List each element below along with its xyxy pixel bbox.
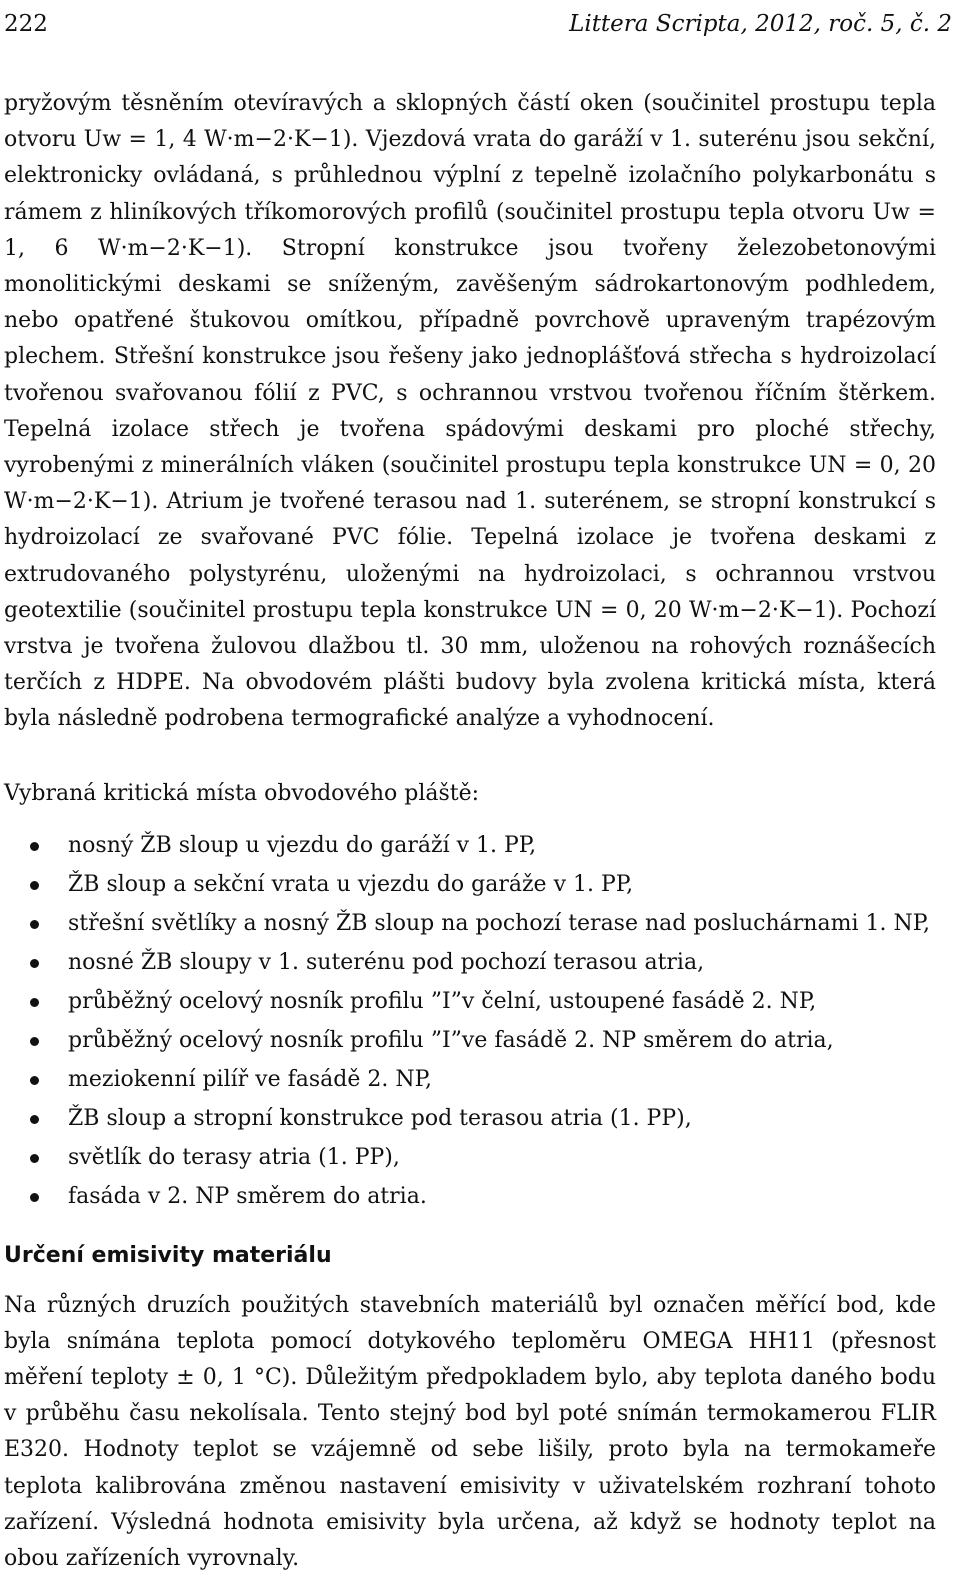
- list-item: nosný ŽB sloup u vjezdu do garáží v 1. PP,: [4, 828, 936, 864]
- bullet-icon: [30, 920, 39, 929]
- section-heading: Určení emisivity materiálu: [4, 1242, 332, 1268]
- bullet-icon: [30, 959, 39, 968]
- list-item: ŽB sloup a sekční vrata u vjezdu do garáže v 1. PP,: [4, 867, 936, 903]
- article-body: [4, 86, 936, 1577]
- list-item: průběžný ocelový nosník profilu ”I”v čelní, ustoupené fasádě 2. NP,: [4, 984, 936, 1020]
- bullet-icon: [30, 842, 39, 851]
- list-item: ŽB sloup a stropní konstrukce pod terasou atria (1. PP),: [4, 1101, 936, 1137]
- bullet-icon: [30, 1037, 39, 1046]
- list-item: střešní světlíky a nosný ŽB sloup na pochozí terase nad posluchárnami 1. NP,: [4, 906, 936, 942]
- list-item: světlík do terasy atria (1. PP),: [4, 1140, 936, 1176]
- list-item: průběžný ocelový nosník profilu ”I”ve fasádě 2. NP směrem do atria,: [4, 1023, 936, 1059]
- bullet-icon: [30, 1115, 39, 1124]
- bullet-icon: [30, 1193, 39, 1202]
- body-paragraph-emissivity: Na různých druzích použitých stavebních materiálů byl označen měřící bod, kde byla snímána teplota pomocí dotykového teploměru OMEGA HH11 (přesnost měření teploty ± 0, 1 °C). Důležitým předpokladem bylo, aby teplota daného bodu v průběhu času nekolísala. Tento stejný bod byl poté snímán termokamerou FLIR E320. Hodnoty teplot se vzájemně od sebe lišily, proto byla na termokameře teplota kalibrována změnou nastavení emisivity v uživatelském rozhraní tohoto zařízení. Výsledná hodnota emisivity byla určena, až když se hodnoty teplot na obou zařízeních vyrovnaly.: [4, 1292, 936, 1572]
- page-number: 222: [4, 11, 48, 37]
- critical-points-list: [4, 828, 936, 1215]
- bullet-icon: [30, 881, 39, 890]
- journal-citation: Littera Scripta, 2012, roč. 5, č. 2: [569, 11, 952, 37]
- running-header: [4, 4, 952, 44]
- body-paragraph-construction: pryžovým těsněním otevíravých a sklopných částí oken (součinitel prostupu tepla otvoru Uw = 1, 4 W·m−2·K−1). Vjezdová vrata do garáží v 1. suterénu jsou sekční, elektronicky ovládaná, s průhlednou výplní z tepelně izolačního polykarbonátu s rámem z hliníkových tříkomorových profilů (součinitel prostupu tepla otvoru Uw = 1, 6 W·m−2·K−1). Stropní konstrukce jsou tvořeny železobetonovými monolitickými deskami se sníženým, zavěšeným sádrokartonovým podhledem, nebo opatřené štukovou omítkou, případně povrchově upraveným trapézovým plechem. Střešní konstrukce jsou řešeny jako jednoplášťová střecha s hydroizolací tvořenou svařovanou fólií z PVC, s ochrannou vrstvou tvořenou říčním štěrkem. Tepelná izolace střech je tvořena spádovými deskami pro ploché střechy, vyrobenými z minerálních vláken (součinitel prostupu tepla konstrukce UN = 0, 20 W·m−2·K−1). Atrium je tvořené terasou nad 1. suterénem, se stropní konstrukcí s hydroizolací ze svařované PVC fólie. Tepelná izolace je tvořena deskami z extrudovaného polystyrénu, uloženými na hydroizolaci, s ochrannou vrstvou geotextilie (součinitel prostupu tepla konstrukce UN = 0, 20 W·m−2·K−1). Pochozí vrstva je tvořena žulovou dlažbou tl. 30 mm, uloženou na rohových roznášecích terčích z HDPE. Na obvodovém plášti budovy byla zvolena kritická místa, která byla následně podrobena termografické analýze a vyhodnocení.: [4, 91, 936, 732]
- bullet-icon: [30, 998, 39, 1007]
- list-intro: Vybraná kritická místa obvodového pláště:: [4, 780, 480, 806]
- list-item: fasáda v 2. NP směrem do atria.: [4, 1179, 936, 1215]
- list-item: meziokenní pilíř ve fasádě 2. NP,: [4, 1062, 936, 1098]
- bullet-icon: [30, 1154, 39, 1163]
- bullet-icon: [30, 1076, 39, 1085]
- list-item: nosné ŽB sloupy v 1. suterénu pod pochozí terasou atria,: [4, 945, 936, 981]
